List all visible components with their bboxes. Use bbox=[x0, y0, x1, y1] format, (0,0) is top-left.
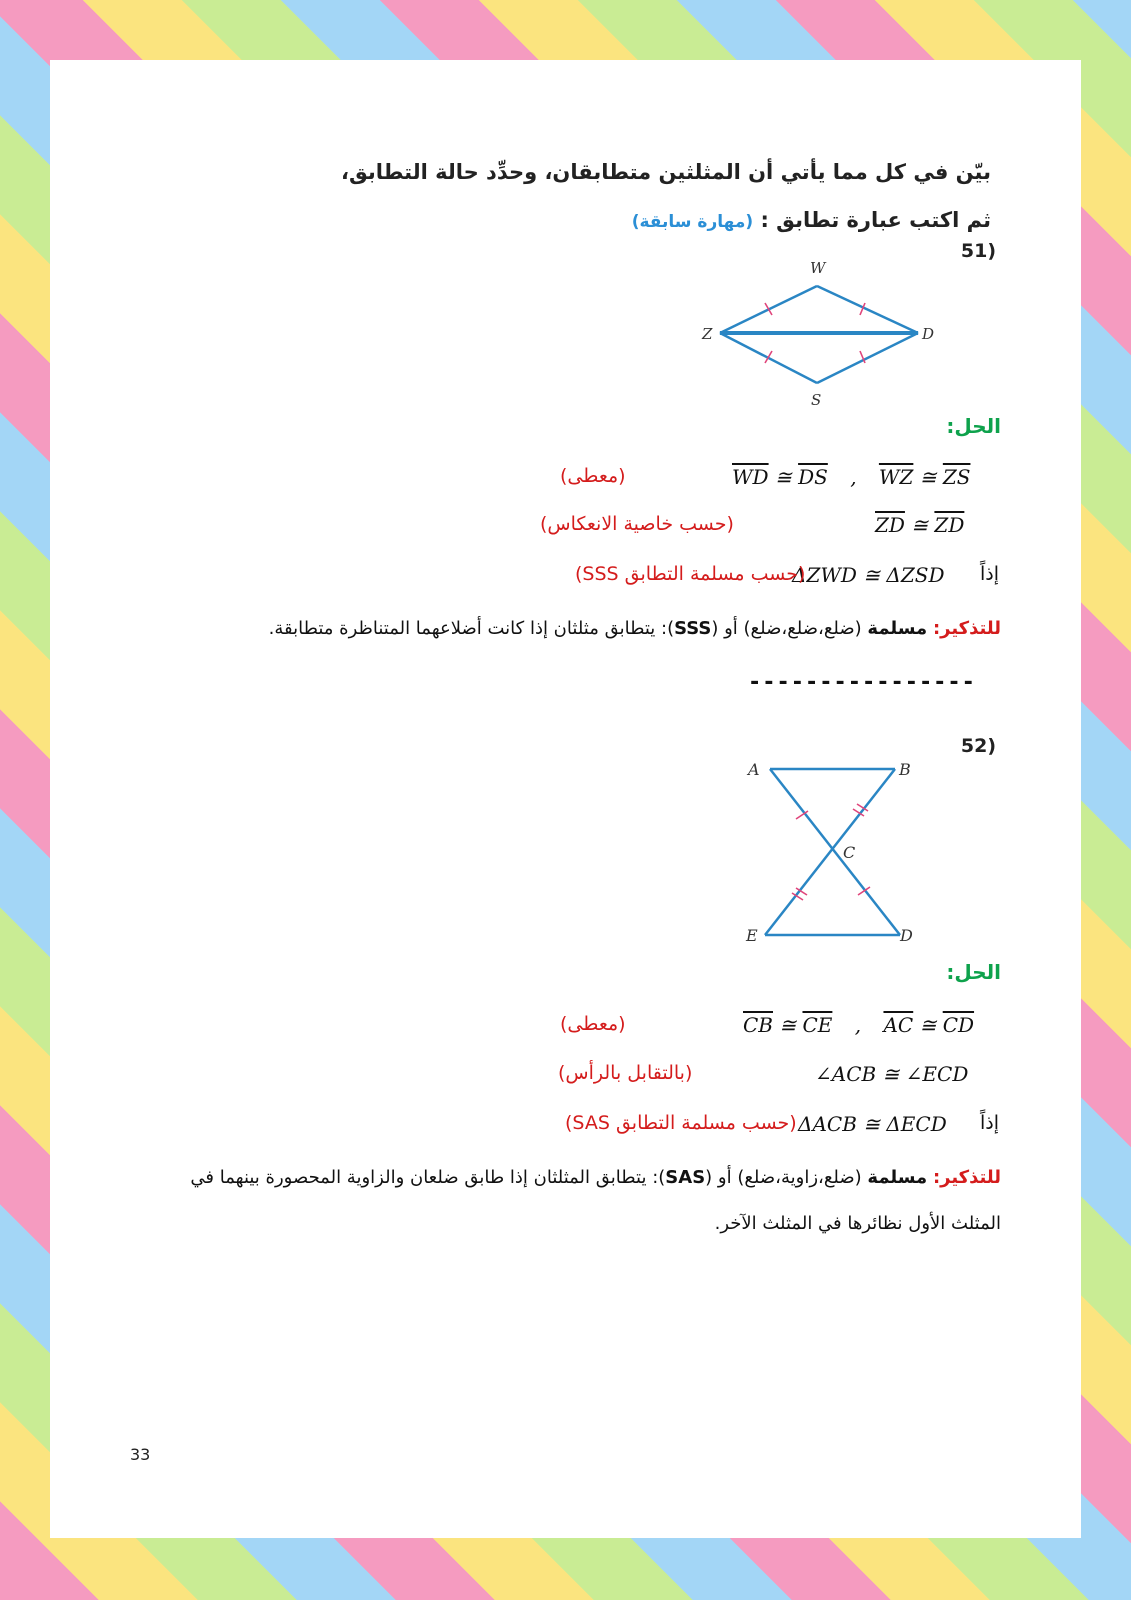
problem-52-conclusion-math: ΔACB ≅ ΔECD bbox=[798, 1112, 947, 1136]
label-w: W bbox=[810, 259, 826, 277]
label-a: A bbox=[748, 760, 760, 779]
problem-52-reminder-line-2: المثلث الأول نظائرها في المثلث الآخر. bbox=[714, 1213, 1001, 1234]
problem-51-conclusion-reason: (حسب مسلمة التطابق SSS) bbox=[575, 563, 806, 585]
segment-sd bbox=[817, 333, 918, 383]
section-separator: ---------------- bbox=[748, 670, 976, 695]
problem-51-conclusion-prefix: إذاً bbox=[979, 563, 999, 585]
segment-wd bbox=[817, 286, 918, 333]
label-z: Z bbox=[702, 325, 713, 343]
problem-51-line-1-reason: (معطى) bbox=[560, 465, 626, 487]
problem-51-reminder: للتذكير: مسلمة (ضلع،ضلع،ضلع) أو (SSS): يتطابق مثلثان إذا كانت أضلاعهما المتناظرة متطابقة. bbox=[268, 618, 1001, 639]
instruction-line-1: بيّن في كل مما يأتي أن المثلثين متطابقان، وحدِّد حالة التطابق، bbox=[341, 160, 991, 184]
problem-52-solution-label: الحل: bbox=[946, 960, 1001, 984]
segment-be bbox=[765, 769, 895, 935]
label-b: B bbox=[899, 760, 911, 779]
page-number: 33 bbox=[130, 1445, 151, 1464]
problem-52-number: (52 bbox=[960, 735, 996, 757]
instruction-line-2: ثم اكتب عبارة تطابق : (مهارة سابقة) bbox=[631, 208, 991, 232]
problem-52-line-1-math: $\overline{CB}$ ≅ $\overline{CE}$ , $\overline{AC}$ ≅ $\overline{CD}$ bbox=[743, 1013, 975, 1037]
problem-52-line-2-math: ∠ACB ≅ ∠ECD bbox=[815, 1062, 969, 1086]
content-page bbox=[50, 60, 1081, 1538]
prior-skill-tag: (مهارة سابقة) bbox=[631, 212, 754, 232]
label-e: E bbox=[746, 926, 758, 945]
problem-51-figure bbox=[690, 255, 950, 410]
problem-51-conclusion-math: ΔZWD ≅ ΔZSD bbox=[792, 563, 945, 587]
label-c: C bbox=[843, 843, 856, 862]
problem-52-line-2-reason: (بالتقابل بالرأس) bbox=[558, 1062, 693, 1084]
label-s: S bbox=[811, 391, 822, 409]
problem-51-number: (51 bbox=[960, 240, 996, 262]
segment-ad bbox=[770, 769, 900, 935]
problem-52-line-1-reason: (معطى) bbox=[560, 1013, 626, 1035]
problem-51-line-2-math: $\overline{ZD}$ ≅ $\overline{ZD}$ bbox=[875, 513, 965, 537]
problem-51-line-2-reason: (حسب خاصية الانعكاس) bbox=[540, 513, 734, 535]
problem-51-solution-label: الحل: bbox=[946, 414, 1001, 438]
instruction-block bbox=[291, 148, 991, 246]
problem-51-line-1-math: $\overline{WD}$ ≅ $\overline{DS}$ , $\overline{WZ}$ ≅ $\overline{ZS}$ bbox=[732, 465, 971, 489]
problem-52-reminder bbox=[131, 1155, 1001, 1247]
problem-52-reminder-line-1: للتذكير: مسلمة (ضلع،زاوية،ضلع) أو (SAS): يتطابق المثلثان إذا طابق ضلعان والزاوية المحصورة بينهما في bbox=[190, 1167, 1001, 1188]
label-d2: D bbox=[900, 926, 913, 945]
problem-52-conclusion-reason: (حسب مسلمة التطابق SAS) bbox=[565, 1112, 797, 1134]
problem-52-conclusion-prefix: إذاً bbox=[979, 1112, 999, 1134]
label-d: D bbox=[922, 325, 935, 343]
problem-52-figure bbox=[740, 745, 930, 945]
